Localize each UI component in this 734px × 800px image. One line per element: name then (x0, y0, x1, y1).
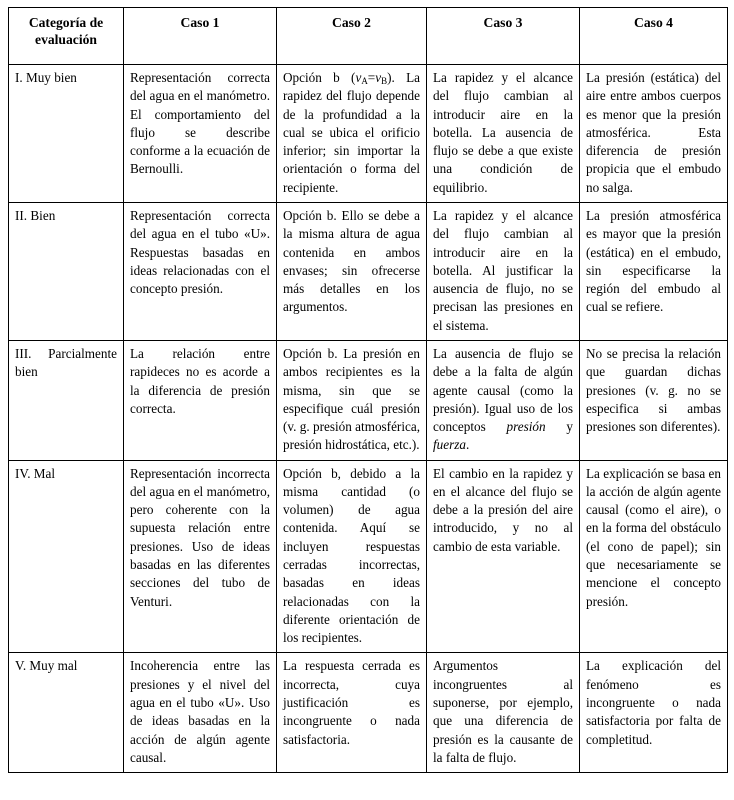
variable-vb: v (375, 70, 382, 85)
cell-muy-mal-caso-1: Incoherencia entre las presiones y el nivel del agua en el tubo «U». Uso de ideas basadas en la acción de algún agente causal. (124, 653, 277, 773)
table-row (9, 460, 728, 653)
cell-muy-mal-caso-4: La explicación del fenómeno es incongruente o nada satisfactoria por falta de completitud. (580, 653, 728, 773)
subscript-a: A (361, 76, 368, 87)
row-category-bien: II. Bien (9, 202, 124, 340)
cell-bien-caso-1: Representación correcta del agua en el tubo «U». Respuestas basadas en ideas relacionadas con el concepto presión. (124, 202, 277, 340)
cell-muy-mal-caso-2: La respuesta cerrada es incorrecta, cuya justificación es incongruente o nada satisfactoria. (277, 653, 427, 773)
table-row (9, 340, 728, 460)
cell-bien-caso-2: Opción b. Ello se debe a la misma altura de agua contenida en ambos envases; sin ofrecerse más detalles en los argumentos. (277, 202, 427, 340)
column-header-caso-4: Caso 4 (580, 8, 728, 65)
caso3-conjunction: y (545, 419, 573, 435)
column-header-category: Categoría de evaluación (9, 8, 124, 65)
column-header-caso-1: Caso 1 (124, 8, 277, 65)
table-row (9, 65, 728, 203)
row-category-parcialmente-bien: III. Parcialmente bien (9, 340, 124, 460)
column-header-caso-2: Caso 2 (277, 8, 427, 65)
cell-parcialmente-bien-caso-4: No se precisa la relación que guardan dichas presiones (v. g. no se especifica si ambas presiones son diferentes). (580, 340, 728, 460)
cell-mal-caso-2: Opción b, debido a la misma cantidad (o volumen) de agua contenida. Aquí se incluyen respuestas cerradas incorrectas, basadas en ideas relacionadas con la diferente orientación de los recipientes. (277, 460, 427, 653)
cell-muy-bien-caso-4: La presión (estática) del aire entre ambos cuerpos es menor que la presión atmosférica. Esta diferencia de presión propicia que el embudo no salga. (580, 65, 728, 203)
cell-mal-caso-3: El cambio en la rapidez y en el alcance del flujo se debe a la presión del aire introducido, y no al cambio de esta variable. (427, 460, 580, 653)
row-category-mal: IV. Mal (9, 460, 124, 653)
caso2-prefix: Opción b ( (283, 70, 356, 85)
column-header-caso-3: Caso 3 (427, 8, 580, 65)
equals-sign: = (367, 70, 376, 85)
table-header (9, 8, 728, 65)
cell-parcialmente-bien-caso-2: Opción b. La presión en ambos recipientes es la misma, sin que se especifique cuál presión (v. g. presión atmosférica, presión hidrostática, etc.). (277, 340, 427, 460)
caso3-prefix: La ausencia de flujo se debe a la falta de algún agente causal (como la presión). Igual uso de los conceptos (433, 345, 573, 435)
caso3-suffix: . (465, 437, 470, 453)
subscript-b: B (381, 76, 388, 87)
caso2-suffix: ). La rapidez del flujo depende de la profundidad a la cual se ubica el orificio inferior; sin importar la orientación o forma del recipiente. (283, 70, 420, 195)
header-row (9, 8, 728, 65)
cell-parcialmente-bien-caso-3 (427, 340, 580, 460)
concept-fuerza: fuerza (433, 437, 466, 453)
table-body (9, 65, 728, 773)
table-row (9, 202, 728, 340)
concept-presion: presión (506, 419, 546, 435)
cell-mal-caso-1: Representación incorrecta del agua en el manómetro, pero coherente con la supuesta relación entre presiones. Uso de ideas basadas en las diferentes secciones del tubo de Venturi. (124, 460, 277, 653)
cell-parcialmente-bien-caso-1: La relación entre rapideces no es acorde a la diferencia de presión correcta. (124, 340, 277, 460)
cell-bien-caso-3: La rapidez y el alcance del flujo cambian al introducir aire en la botella. Al justificar la ausencia de flujo, no se precisan las presiones en el sistema. (427, 202, 580, 340)
evaluation-rubric-table (8, 7, 728, 773)
cell-muy-bien-caso-3: La rapidez y el alcance del flujo cambian al introducir aire en la botella. La ausencia de flujo se debe a que existe una condición de equilibrio. (427, 65, 580, 203)
row-category-muy-bien: I. Muy bien (9, 65, 124, 203)
cell-bien-caso-4: La presión atmosférica es mayor que la presión (estática) en el embudo, sin especificarse la región del embudo al cual se refiere. (580, 202, 728, 340)
table-row (9, 653, 728, 773)
row-category-muy-mal: V. Muy mal (9, 653, 124, 773)
cell-muy-bien-caso-2 (277, 65, 427, 203)
cell-mal-caso-4: La explicación se basa en la acción de algún agente causal (como el aire), o en la forma del obstáculo (el cono de papel); sin que necesariamente se mencione el concepto presión. (580, 460, 728, 653)
cell-muy-mal-caso-3: Argumentos incongruentes al suponerse, por ejemplo, que una diferencia de presión es la causante de la falta de flujo. (427, 653, 580, 773)
variable-va: v (355, 70, 362, 85)
cell-muy-bien-caso-1: Representación correcta del agua en el manómetro. El comportamiento del flujo se describe conforme a la ecuación de Bernoulli. (124, 65, 277, 203)
